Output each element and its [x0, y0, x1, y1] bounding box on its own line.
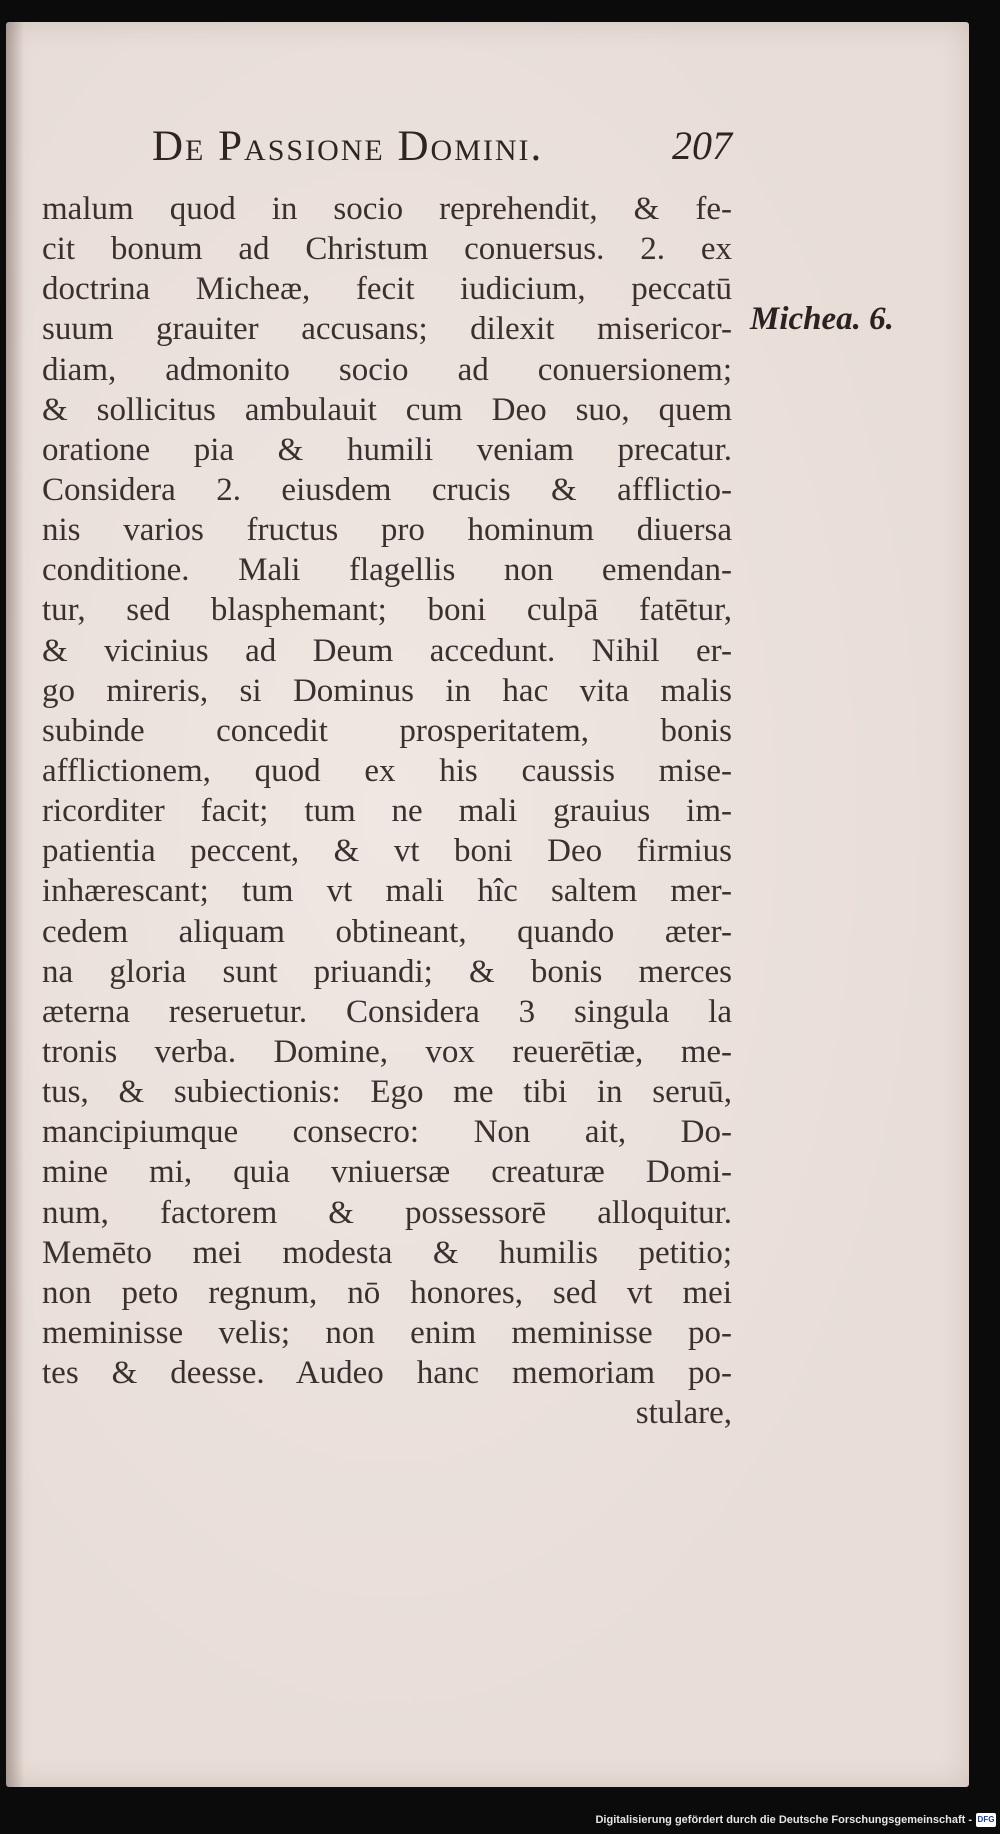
text-line: cit bonum ad Christum conuersus. 2. ex — [42, 231, 732, 268]
text-line: patientia peccent, & vt boni Deo firmius — [42, 833, 732, 870]
text-line: num, factorem & possessorē alloquitur. — [42, 1194, 732, 1231]
text-line: nis varios fructus pro hominum diuersa — [42, 512, 732, 549]
text-line: mancipiumque consecro: Non ait, Do- — [42, 1114, 732, 1151]
text-line: & sollicitus ambulauit cum Deo suo, quem — [42, 391, 732, 428]
text-line: Considera 2. eiusdem crucis & afflictio- — [42, 471, 732, 508]
dfg-logo-icon: DFG — [976, 1813, 996, 1827]
text-line: æterna reseruetur. Considera 3 singula la — [42, 993, 732, 1030]
catchword-line: stulare, — [635, 1395, 732, 1432]
text-line: meminisse velis; non enim meminisse po- — [42, 1314, 732, 1351]
footer-credit: Digitalisierung gefördert durch die Deutsche Forschungsgemeinschaft - — [595, 1814, 972, 1826]
text-line: cedem aliquam obtineant, quando æter- — [42, 913, 732, 950]
text-line: tronis verba. Domine, vox reuerētiæ, me- — [42, 1033, 732, 1070]
margin-note: Michea. 6. — [750, 301, 894, 337]
text-line: tus, & subiectionis: Ego me tibi in seruū, — [42, 1074, 732, 1111]
page-gutter-shadow — [6, 22, 24, 1787]
page-number: 207 — [672, 123, 732, 168]
text-line: doctrina Micheæ, fecit iudicium, peccatū — [42, 271, 732, 308]
text-line: mine mi, quia vniuersæ creaturæ Domi- — [42, 1154, 732, 1191]
text-line: subinde concedit prosperitatem, bonis — [42, 712, 732, 749]
text-line: conditione. Mali flagellis non emendan- — [42, 552, 732, 589]
text-line: suum grauiter accusans; dilexit misericor- — [42, 311, 732, 348]
text-line: ricorditer facit; tum ne mali grauius im- — [42, 793, 732, 830]
text-line: tur, sed blasphemant; boni culpā fatētur, — [42, 592, 732, 629]
text-line: tes & deesse. Audeo hanc memoriam po- — [42, 1355, 732, 1392]
text-line: non peto regnum, nō honores, sed vt mei — [42, 1274, 732, 1311]
text-line: Memēto mei modesta & humilis petitio; — [42, 1234, 732, 1271]
text-line: malum quod in socio reprehendit, & fe- — [42, 191, 732, 227]
text-line: go mireris, si Dominus in hac vita malis — [42, 672, 732, 709]
text-line: na gloria sunt priuandi; & bonis merces — [42, 953, 732, 990]
text-block — [42, 189, 732, 1433]
page-header — [152, 122, 732, 182]
book-page — [6, 22, 969, 1787]
text-line: afflictionem, quod ex his caussis mise- — [42, 752, 732, 789]
text-line: inhærescant; tum vt mali hîc saltem mer- — [42, 873, 732, 910]
text-line: oratione pia & humili veniam precatur. — [42, 431, 732, 468]
text-line: & vicinius ad Deum accedunt. Nihil er- — [42, 632, 732, 669]
footer-bar — [0, 1810, 1000, 1834]
text-line: diam, admonito socio ad conuersionem; — [42, 351, 732, 388]
running-head: De Passione Domini. — [152, 123, 544, 170]
